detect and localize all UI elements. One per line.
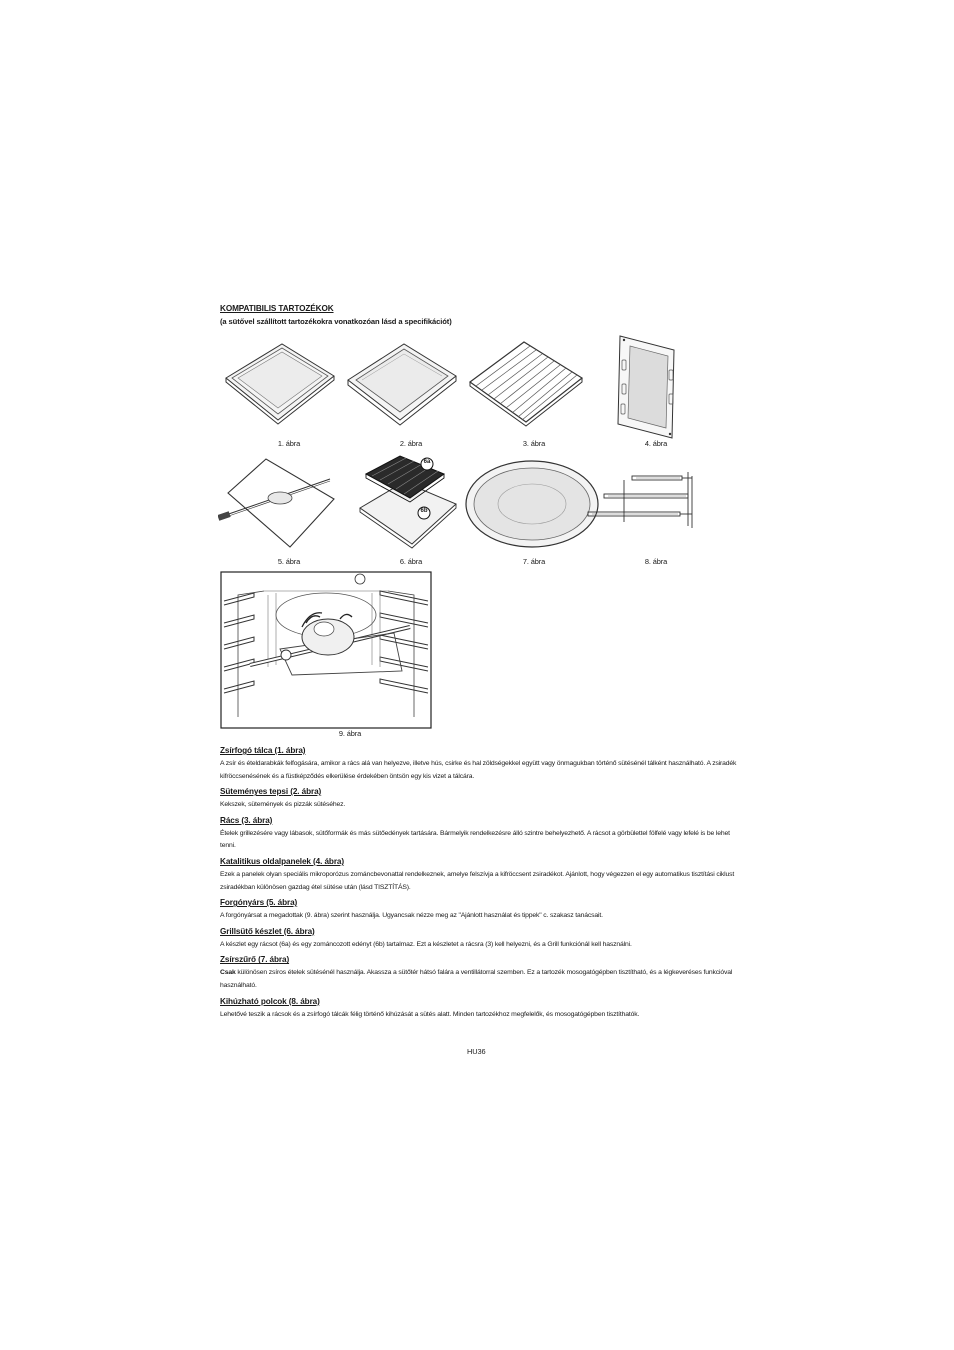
section-text: A készlet egy rácsot (6a) és egy zománcozott edényt (6b) tartalmaz. Ezt a készletet a rácsra (3) kell helyezni, és a Grill funkciónál kell használni. bbox=[220, 940, 632, 948]
section-grill-kit bbox=[220, 926, 740, 952]
section-drip-tray bbox=[220, 745, 740, 783]
figure-6-caption: 6. ábra bbox=[399, 557, 423, 566]
section-title: Katalitikus oldalpanelek (4. ábra) bbox=[220, 856, 345, 866]
figure-5-rotisserie bbox=[218, 455, 342, 551]
figure-9-caption: 9. ábra bbox=[338, 729, 362, 738]
figure-4-caption: 4. ábra bbox=[644, 439, 668, 448]
section-baking-tray bbox=[220, 786, 740, 812]
figure-2-baking-tray bbox=[342, 338, 462, 428]
figure-1-caption: 1. ábra bbox=[277, 439, 301, 448]
section-grease-filter bbox=[220, 954, 740, 992]
section-text: Ezek a panelek olyan speciális mikroporózus zománcbevonattal rendelkeznek, amelye felszívja a kifröccsent zsiradékot. Ajánlott, hogy végezzen el egy automatikus tisztítási ciklust zsiradékban különösen gazdag étel sütése után (lásd TISZTÍTÁS). bbox=[220, 870, 735, 891]
figure-8-sliding-shelves bbox=[584, 470, 714, 530]
section-sliding-shelves bbox=[220, 996, 740, 1022]
section-title: Forgónyárs (5. ábra) bbox=[220, 898, 298, 908]
section-text: A forgónyársat a megadottak (9. ábra) szerint használja. Ugyancsak nézze meg az "Ajánlott használat és tippek" c. szakasz tanácsait. bbox=[220, 912, 603, 920]
page-number: HU36 bbox=[467, 1047, 486, 1056]
figure-5-caption: 5. ábra bbox=[277, 557, 301, 566]
section-rotisserie bbox=[220, 897, 740, 923]
section-text-body: különösen zsíros ételek sütésénél használja. Akassza a sütőtér hátsó falára a ventillátorral szemben. Ez a tartozék mosogatógépben tisztítható, és a légkeveréses funkcióval használható. bbox=[220, 969, 733, 989]
section-title: Zsírszűrő (7. ábra) bbox=[220, 955, 290, 965]
section-title: Kihúzható polcok (8. ábra) bbox=[220, 996, 320, 1006]
figure-7-grease-filter bbox=[462, 458, 602, 550]
accessory-descriptions bbox=[220, 745, 740, 1024]
figure-1-drip-tray bbox=[220, 338, 340, 428]
figure-6-grill-kit bbox=[354, 452, 464, 552]
figure-6a-label bbox=[420, 457, 434, 471]
figure-8-caption: 8. ábra bbox=[644, 557, 668, 566]
section-text: Lehetővé teszik a rácsok és a zsírfogó tálcák félig történő kihúzását a sütés alatt. Minden tartozékhoz megfelelők, és mosogatógépben tisztíthatók. bbox=[220, 1010, 640, 1018]
section-wire-shelf bbox=[220, 815, 740, 853]
page-heading: KOMPATIBILIS TARTOZÉKOK bbox=[220, 304, 334, 313]
section-text: A zsír és ételdarabkák felfogására, amikor a rács alá van helyezve, illetve hús, csirke és hal zöldségekkel együtt vagy önmagukban történő sütésénél tálként használható. A zsiradék kifröccsenésének és a füstképződés elkerülése érdekében öntsön egy kis vizet a tálcára. bbox=[220, 760, 737, 780]
figure-6b-label-text: 6b bbox=[420, 508, 428, 514]
section-text: Kekszek, sütemények és pizzák sütéséhez. bbox=[220, 801, 346, 809]
section-text: Ételek grillezésére vagy lábasok, sütőformák és más sütőedények tartására. Bármelyik rendelkezésre álló szintre behelyezhető. A rácsot a görbülettel fölfelé vagy lefelé is be lehet tenni. bbox=[220, 829, 730, 850]
section-title: Grillsütő készlet (6. ábra) bbox=[220, 926, 315, 936]
figure-2-caption: 2. ábra bbox=[399, 439, 423, 448]
figure-3-caption: 3. ábra bbox=[522, 439, 546, 448]
figure-6a-label-text: 6a bbox=[423, 459, 431, 465]
figure-4-catalytic-panel bbox=[608, 332, 688, 440]
figure-6b-label bbox=[417, 506, 431, 520]
figure-3-wire-shelf bbox=[464, 338, 588, 428]
figure-7-caption: 7. ábra bbox=[522, 557, 546, 566]
section-title: Süteményes tepsi (2. ábra) bbox=[220, 787, 322, 797]
page-subheading: (a sütővel szállított tartozékokra vonatkozóan lásd a specifikációt) bbox=[220, 317, 452, 326]
section-title: Zsírfogó tálca (1. ábra) bbox=[220, 746, 306, 755]
section-title: Rács (3. ábra) bbox=[220, 815, 273, 825]
section-catalytic-panels bbox=[220, 856, 740, 894]
figure-9-oven-interior bbox=[220, 571, 432, 729]
section-lead-word: Csak bbox=[220, 969, 236, 977]
section-text bbox=[220, 967, 740, 992]
